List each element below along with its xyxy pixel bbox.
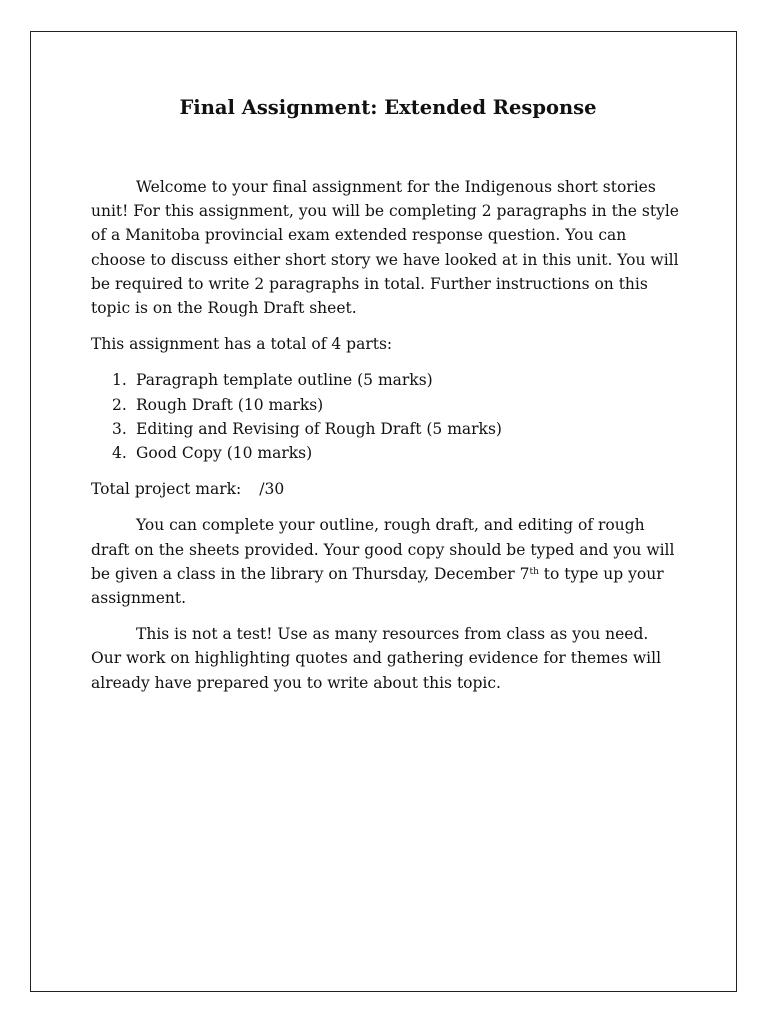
list-number: 3.: [112, 419, 127, 438]
list-label: Editing and Revising of Rough Draft (5 marks): [136, 419, 502, 438]
list-number: 1.: [112, 371, 127, 390]
closing-paragraph: This is not a test! Use as many resources from class as you need. Our work on highlighting quotes and gathering evidence for themes will already have prepared you to write about this topic.: [91, 625, 662, 692]
list-label: Rough Draft (10 marks): [136, 395, 324, 414]
instructions-text-end: to type up your assignment.: [91, 564, 664, 608]
document-body: [91, 94, 681, 707]
document-title: Final Assignment: Extended Response: [179, 96, 597, 119]
list-item: [91, 368, 681, 392]
total-mark-line: [91, 477, 681, 501]
list-item: [91, 393, 681, 417]
list-item: [91, 441, 681, 465]
total-mark-value: /30: [259, 480, 285, 499]
parts-intro: This assignment has a total of 4 parts:: [91, 335, 393, 354]
list-label: Good Copy (10 marks): [136, 444, 313, 463]
parts-list: [91, 368, 681, 465]
list-label: Paragraph template outline (5 marks): [136, 371, 433, 390]
list-number: 2.: [112, 395, 127, 414]
intro-paragraph: Welcome to your final assignment for the Indigenous short stories unit! For this assignment, you will be completing 2 paragraphs in the style of a Manitoba provincial exam extended response question. You can choose to discuss either short story we have looked at in this unit. You will be required to write 2 paragraphs in total. Further instructions on this topic is on the Rough Draft sheet.: [91, 178, 679, 318]
instructions-paragraph: [91, 513, 681, 610]
total-mark-label: Total project mark:: [91, 480, 242, 499]
list-item: [91, 417, 681, 441]
date-ordinal-suffix: th: [529, 566, 539, 577]
list-number: 4.: [112, 444, 127, 463]
instructions-text: You can complete your outline, rough draft, and editing of rough draft on the sheets provided. Your good copy should be typed and you will be given a class in the library on Thursday, December 7: [91, 516, 675, 583]
